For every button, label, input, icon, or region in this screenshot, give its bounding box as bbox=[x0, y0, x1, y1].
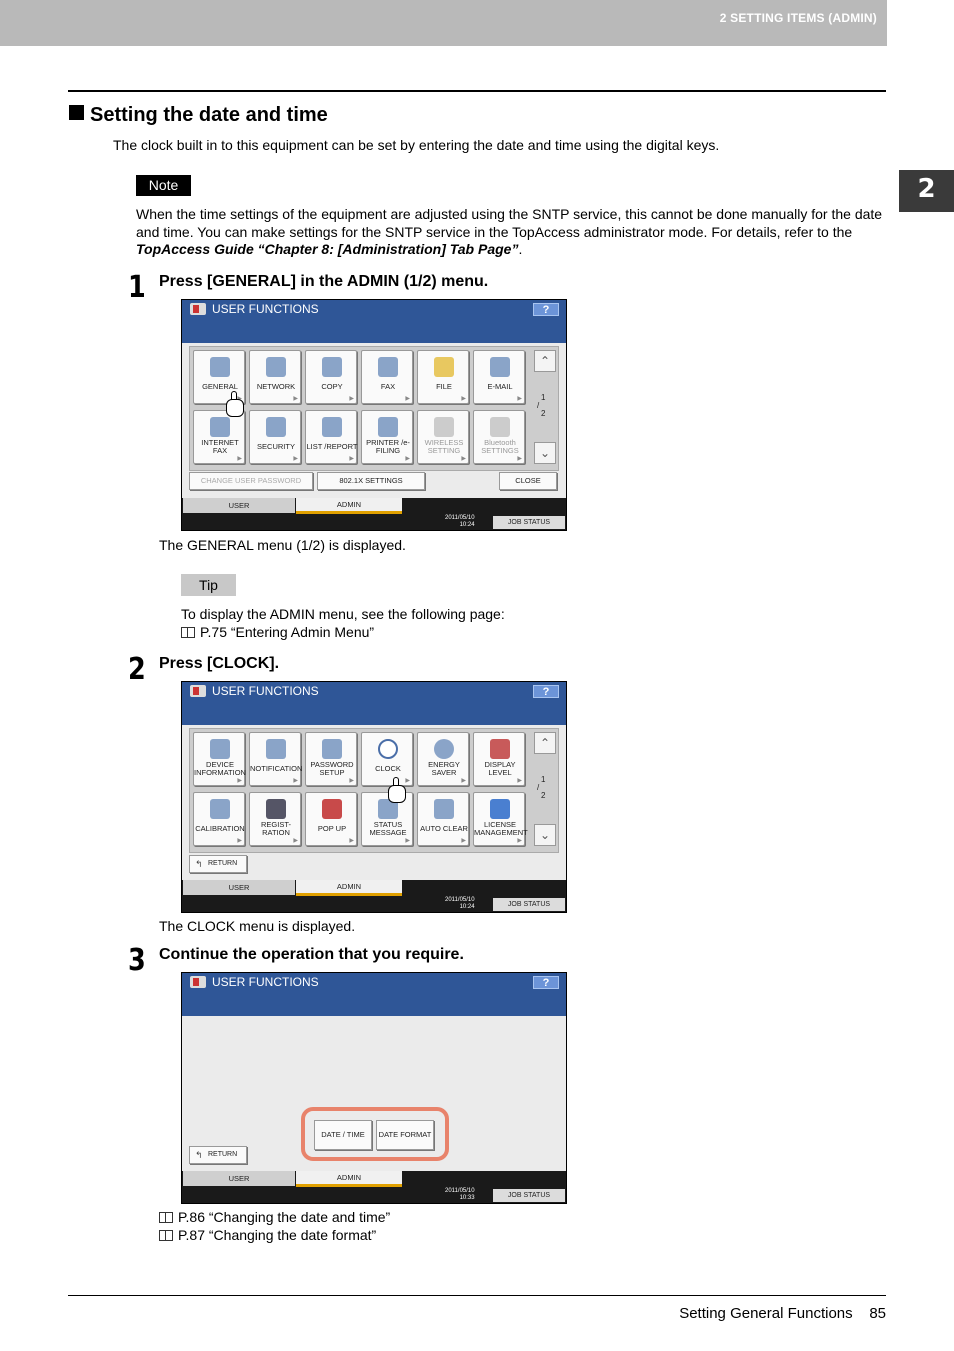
tile-network[interactable]: NETWORK ▶ bbox=[249, 350, 301, 404]
tab-admin[interactable]: ADMIN bbox=[296, 880, 402, 896]
folder-icon bbox=[434, 357, 454, 377]
footer-section: Setting General Functions bbox=[679, 1305, 853, 1322]
tile-status-message[interactable]: STATUS MESSAGE ▶ bbox=[361, 792, 413, 846]
date-format-button[interactable]: DATE FORMAT bbox=[376, 1120, 434, 1150]
clock-icon bbox=[378, 739, 398, 759]
section-title: Setting the date and time bbox=[69, 104, 328, 127]
tile-arrow-icon: ▶ bbox=[405, 396, 410, 402]
tile-email[interactable]: E-MAIL ▶ bbox=[473, 350, 525, 404]
screen-title: USER FUNCTIONS bbox=[212, 302, 319, 316]
tile-notification[interactable]: NOTIFICATION ▶ bbox=[249, 732, 301, 786]
security-icon bbox=[266, 417, 286, 437]
tile-bluetooth-settings[interactable]: Bluetooth SETTINGS ▶ bbox=[473, 410, 525, 464]
tile-wireless-setting[interactable]: WIRELESS SETTING ▶ bbox=[417, 410, 469, 464]
tab-user[interactable]: USER bbox=[183, 498, 295, 513]
tile-arrow-icon: ▶ bbox=[517, 778, 522, 784]
tile-arrow-icon: ▶ bbox=[293, 456, 298, 462]
fax-icon bbox=[378, 357, 398, 377]
tile-auto-clear[interactable]: AUTO CLEAR ▶ bbox=[417, 792, 469, 846]
tile-printer-efiling[interactable]: PRINTER /e-FILING ▶ bbox=[361, 410, 413, 464]
printer-icon bbox=[378, 417, 398, 437]
running-header-bar bbox=[0, 0, 887, 46]
tile-arrow-icon: ▶ bbox=[461, 456, 466, 462]
tile-arrow-icon: ▶ bbox=[237, 838, 242, 844]
tile-list-report[interactable]: LIST /REPORT ▶ bbox=[305, 410, 357, 464]
screen-title-bar bbox=[182, 973, 566, 1016]
tile-arrow-icon: ▶ bbox=[237, 456, 242, 462]
tile-arrow-icon: ▶ bbox=[349, 396, 354, 402]
screen-clock-menu bbox=[181, 972, 567, 1204]
step-number: 3 bbox=[128, 943, 146, 978]
chapter-number: 2 bbox=[917, 174, 936, 204]
step-caption: The CLOCK menu is displayed. bbox=[159, 918, 356, 934]
screen-title-bar bbox=[182, 682, 566, 725]
step-text: Continue the operation that you require. bbox=[159, 946, 464, 963]
bluetooth-icon bbox=[490, 417, 510, 437]
license-icon bbox=[490, 799, 510, 819]
tile-clock[interactable]: CLOCK ▶ bbox=[361, 732, 413, 786]
screen-general-menu bbox=[181, 681, 567, 913]
running-header-text: 2 SETTING ITEMS (ADMIN) bbox=[719, 11, 877, 25]
chapter-tab bbox=[899, 170, 954, 210]
tile-arrow-icon: ▶ bbox=[349, 778, 354, 784]
reference-link[interactable]: P.86 “Changing the date and time” bbox=[178, 1209, 391, 1225]
page-indicator-total: 2 bbox=[541, 409, 546, 418]
footer-rule bbox=[68, 1295, 886, 1296]
change-user-password-button[interactable]: CHANGE USER PASSWORD bbox=[189, 472, 313, 490]
list-report-icon bbox=[322, 417, 342, 437]
tile-copy[interactable]: COPY ▶ bbox=[305, 350, 357, 404]
square-bullet-icon bbox=[69, 105, 84, 120]
tile-internet-fax[interactable]: INTERNET FAX ▶ bbox=[193, 410, 245, 464]
screen-title: USER FUNCTIONS bbox=[212, 975, 319, 989]
password-icon bbox=[322, 739, 342, 759]
tile-arrow-icon: ▶ bbox=[405, 456, 410, 462]
step-text: Press [CLOCK]. bbox=[159, 655, 280, 672]
return-button[interactable]: ↰ RETURN bbox=[189, 1146, 247, 1164]
tile-fax[interactable]: FAX ▶ bbox=[361, 350, 413, 404]
reference-item bbox=[159, 1209, 390, 1225]
tile-arrow-icon: ▶ bbox=[461, 838, 466, 844]
tile-pop-up[interactable]: POP UP ▶ bbox=[305, 792, 357, 846]
step-text: Press [GENERAL] in the ADMIN (1/2) menu. bbox=[159, 273, 489, 290]
intro-text: The clock built in to this equipment can be set by entering the date and time using the digital keys. bbox=[113, 137, 720, 153]
section-rule bbox=[68, 90, 886, 92]
page-indicator-total: 2 bbox=[541, 791, 546, 800]
8021x-settings-button[interactable]: 802.1X SETTINGS bbox=[317, 472, 425, 490]
step-number: 1 bbox=[128, 270, 146, 305]
internet-fax-icon bbox=[210, 417, 230, 437]
tile-arrow-icon: ▶ bbox=[349, 456, 354, 462]
page-indicator-current: 1 bbox=[541, 775, 546, 784]
tile-arrow-icon: ▶ bbox=[461, 778, 466, 784]
tile-license-management[interactable]: LICENSE MANAGEMENT ▶ bbox=[473, 792, 525, 846]
help-button[interactable]: ? bbox=[533, 685, 559, 698]
tile-arrow-icon: ▶ bbox=[349, 838, 354, 844]
tab-user[interactable]: USER bbox=[183, 880, 295, 895]
reference-item bbox=[159, 1227, 376, 1243]
scroll-up-button[interactable]: ⌃ bbox=[534, 732, 556, 754]
screen-body bbox=[182, 725, 566, 880]
screen-body bbox=[182, 343, 566, 498]
page-number: 85 bbox=[869, 1305, 886, 1322]
page-footer bbox=[679, 1305, 886, 1322]
step-caption: The GENERAL menu (1/2) is displayed. bbox=[159, 537, 406, 553]
copy-icon bbox=[322, 357, 342, 377]
screen-footer bbox=[182, 1171, 566, 1203]
note-text: When the time settings of the equipment are adjusted using the SNTP service, this cannot be done manually for the date and time. You can make settings for the SNTP service in the TopAccess administrator mode. For details, refer to the TopAccess Guide “Chapter 8: [Administration] Tab Page”. bbox=[136, 206, 883, 257]
tile-arrow-icon: ▶ bbox=[293, 838, 298, 844]
tile-arrow-icon: ▶ bbox=[293, 396, 298, 402]
book-icon bbox=[159, 1230, 173, 1241]
tile-arrow-icon: ▶ bbox=[405, 778, 410, 784]
tab-user[interactable]: USER bbox=[183, 1171, 295, 1186]
page-indicator-slash: / bbox=[537, 401, 540, 410]
tile-arrow-icon: ▶ bbox=[517, 396, 522, 402]
user-functions-icon bbox=[190, 685, 206, 697]
notification-icon bbox=[266, 739, 286, 759]
screen-admin-menu bbox=[181, 299, 567, 531]
job-status-button[interactable]: JOB STATUS bbox=[493, 516, 565, 529]
step-number: 2 bbox=[128, 652, 146, 687]
device-info-icon bbox=[210, 739, 230, 759]
tab-admin[interactable]: ADMIN bbox=[296, 1171, 402, 1187]
datetime-display: 2011/05/10 10:24 bbox=[445, 897, 475, 910]
note-label: Note bbox=[136, 175, 191, 196]
tile-panel bbox=[189, 728, 559, 853]
job-status-button[interactable]: JOB STATUS bbox=[493, 898, 565, 911]
tile-password-setup[interactable]: PASSWORD SETUP ▶ bbox=[305, 732, 357, 786]
page-indicator-slash: / bbox=[537, 783, 540, 792]
user-functions-icon bbox=[190, 976, 206, 988]
tile-general[interactable]: GENERAL bbox=[193, 350, 245, 404]
page-indicator-current: 1 bbox=[541, 393, 546, 402]
general-icon bbox=[210, 357, 230, 377]
calibration-icon bbox=[210, 799, 230, 819]
screen-body bbox=[182, 1016, 566, 1171]
tile-arrow-icon: ▶ bbox=[237, 778, 242, 784]
reference-link[interactable]: P.87 “Changing the date format” bbox=[178, 1227, 377, 1243]
tile-security[interactable]: SECURITY ▶ bbox=[249, 410, 301, 464]
help-button[interactable]: ? bbox=[533, 303, 559, 316]
scroll-down-button[interactable]: ⌄ bbox=[534, 442, 556, 464]
scroll-down-button[interactable]: ⌄ bbox=[534, 824, 556, 846]
tile-registration[interactable]: REGIST- RATION ▶ bbox=[249, 792, 301, 846]
date-time-button[interactable]: DATE / TIME bbox=[314, 1120, 372, 1150]
datetime-display: 2011/05/10 10:33 bbox=[445, 1188, 475, 1201]
tile-arrow-icon: ▶ bbox=[293, 778, 298, 784]
datetime-display: 2011/05/10 10:24 bbox=[445, 515, 475, 528]
user-functions-icon bbox=[190, 303, 206, 315]
tab-admin[interactable]: ADMIN bbox=[296, 498, 402, 514]
help-button[interactable]: ? bbox=[533, 976, 559, 989]
screen-title: USER FUNCTIONS bbox=[212, 684, 319, 698]
tile-device-information[interactable]: DEVICE INFORMATION ▶ bbox=[193, 732, 245, 786]
screen-title-bar bbox=[182, 300, 566, 343]
book-icon bbox=[181, 627, 195, 638]
registration-icon bbox=[266, 799, 286, 819]
book-icon bbox=[159, 1212, 173, 1223]
auto-clear-icon bbox=[434, 799, 454, 819]
tile-arrow-icon: ▶ bbox=[461, 396, 466, 402]
chapter-tab-rule bbox=[899, 210, 954, 212]
close-button[interactable]: CLOSE bbox=[499, 472, 557, 490]
tip-label: Tip bbox=[181, 574, 236, 596]
tile-display-level[interactable]: DISPLAY LEVEL ▶ bbox=[473, 732, 525, 786]
tile-panel bbox=[189, 346, 559, 471]
display-level-icon bbox=[490, 739, 510, 759]
tip-reference-link[interactable]: P.75 “Entering Admin Menu” bbox=[200, 624, 375, 640]
energy-saver-icon bbox=[434, 739, 454, 759]
tile-file[interactable]: FILE ▶ bbox=[417, 350, 469, 404]
screen-footer bbox=[182, 498, 566, 530]
scroll-up-button[interactable]: ⌃ bbox=[534, 350, 556, 372]
tile-energy-saver[interactable]: ENERGY SAVER ▶ bbox=[417, 732, 469, 786]
pointing-hand-icon bbox=[388, 777, 406, 803]
wireless-icon bbox=[434, 417, 454, 437]
tile-calibration[interactable]: CALIBRATION ▶ bbox=[193, 792, 245, 846]
return-button[interactable]: ↰ RETURN bbox=[189, 855, 247, 873]
job-status-button[interactable]: JOB STATUS bbox=[493, 1189, 565, 1202]
tip-text: To display the ADMIN menu, see the following page: P.75 “Entering Admin Menu” bbox=[181, 606, 505, 640]
pointing-hand-icon bbox=[226, 391, 244, 417]
note-reference: TopAccess Guide “Chapter 8: [Administration] Tab Page” bbox=[136, 241, 519, 257]
tile-arrow-icon: ▶ bbox=[405, 838, 410, 844]
pop-up-icon bbox=[322, 799, 342, 819]
tile-arrow-icon: ▶ bbox=[517, 456, 522, 462]
email-icon bbox=[490, 357, 510, 377]
screen-footer bbox=[182, 880, 566, 912]
network-icon bbox=[266, 357, 286, 377]
tile-arrow-icon: ▶ bbox=[517, 838, 522, 844]
